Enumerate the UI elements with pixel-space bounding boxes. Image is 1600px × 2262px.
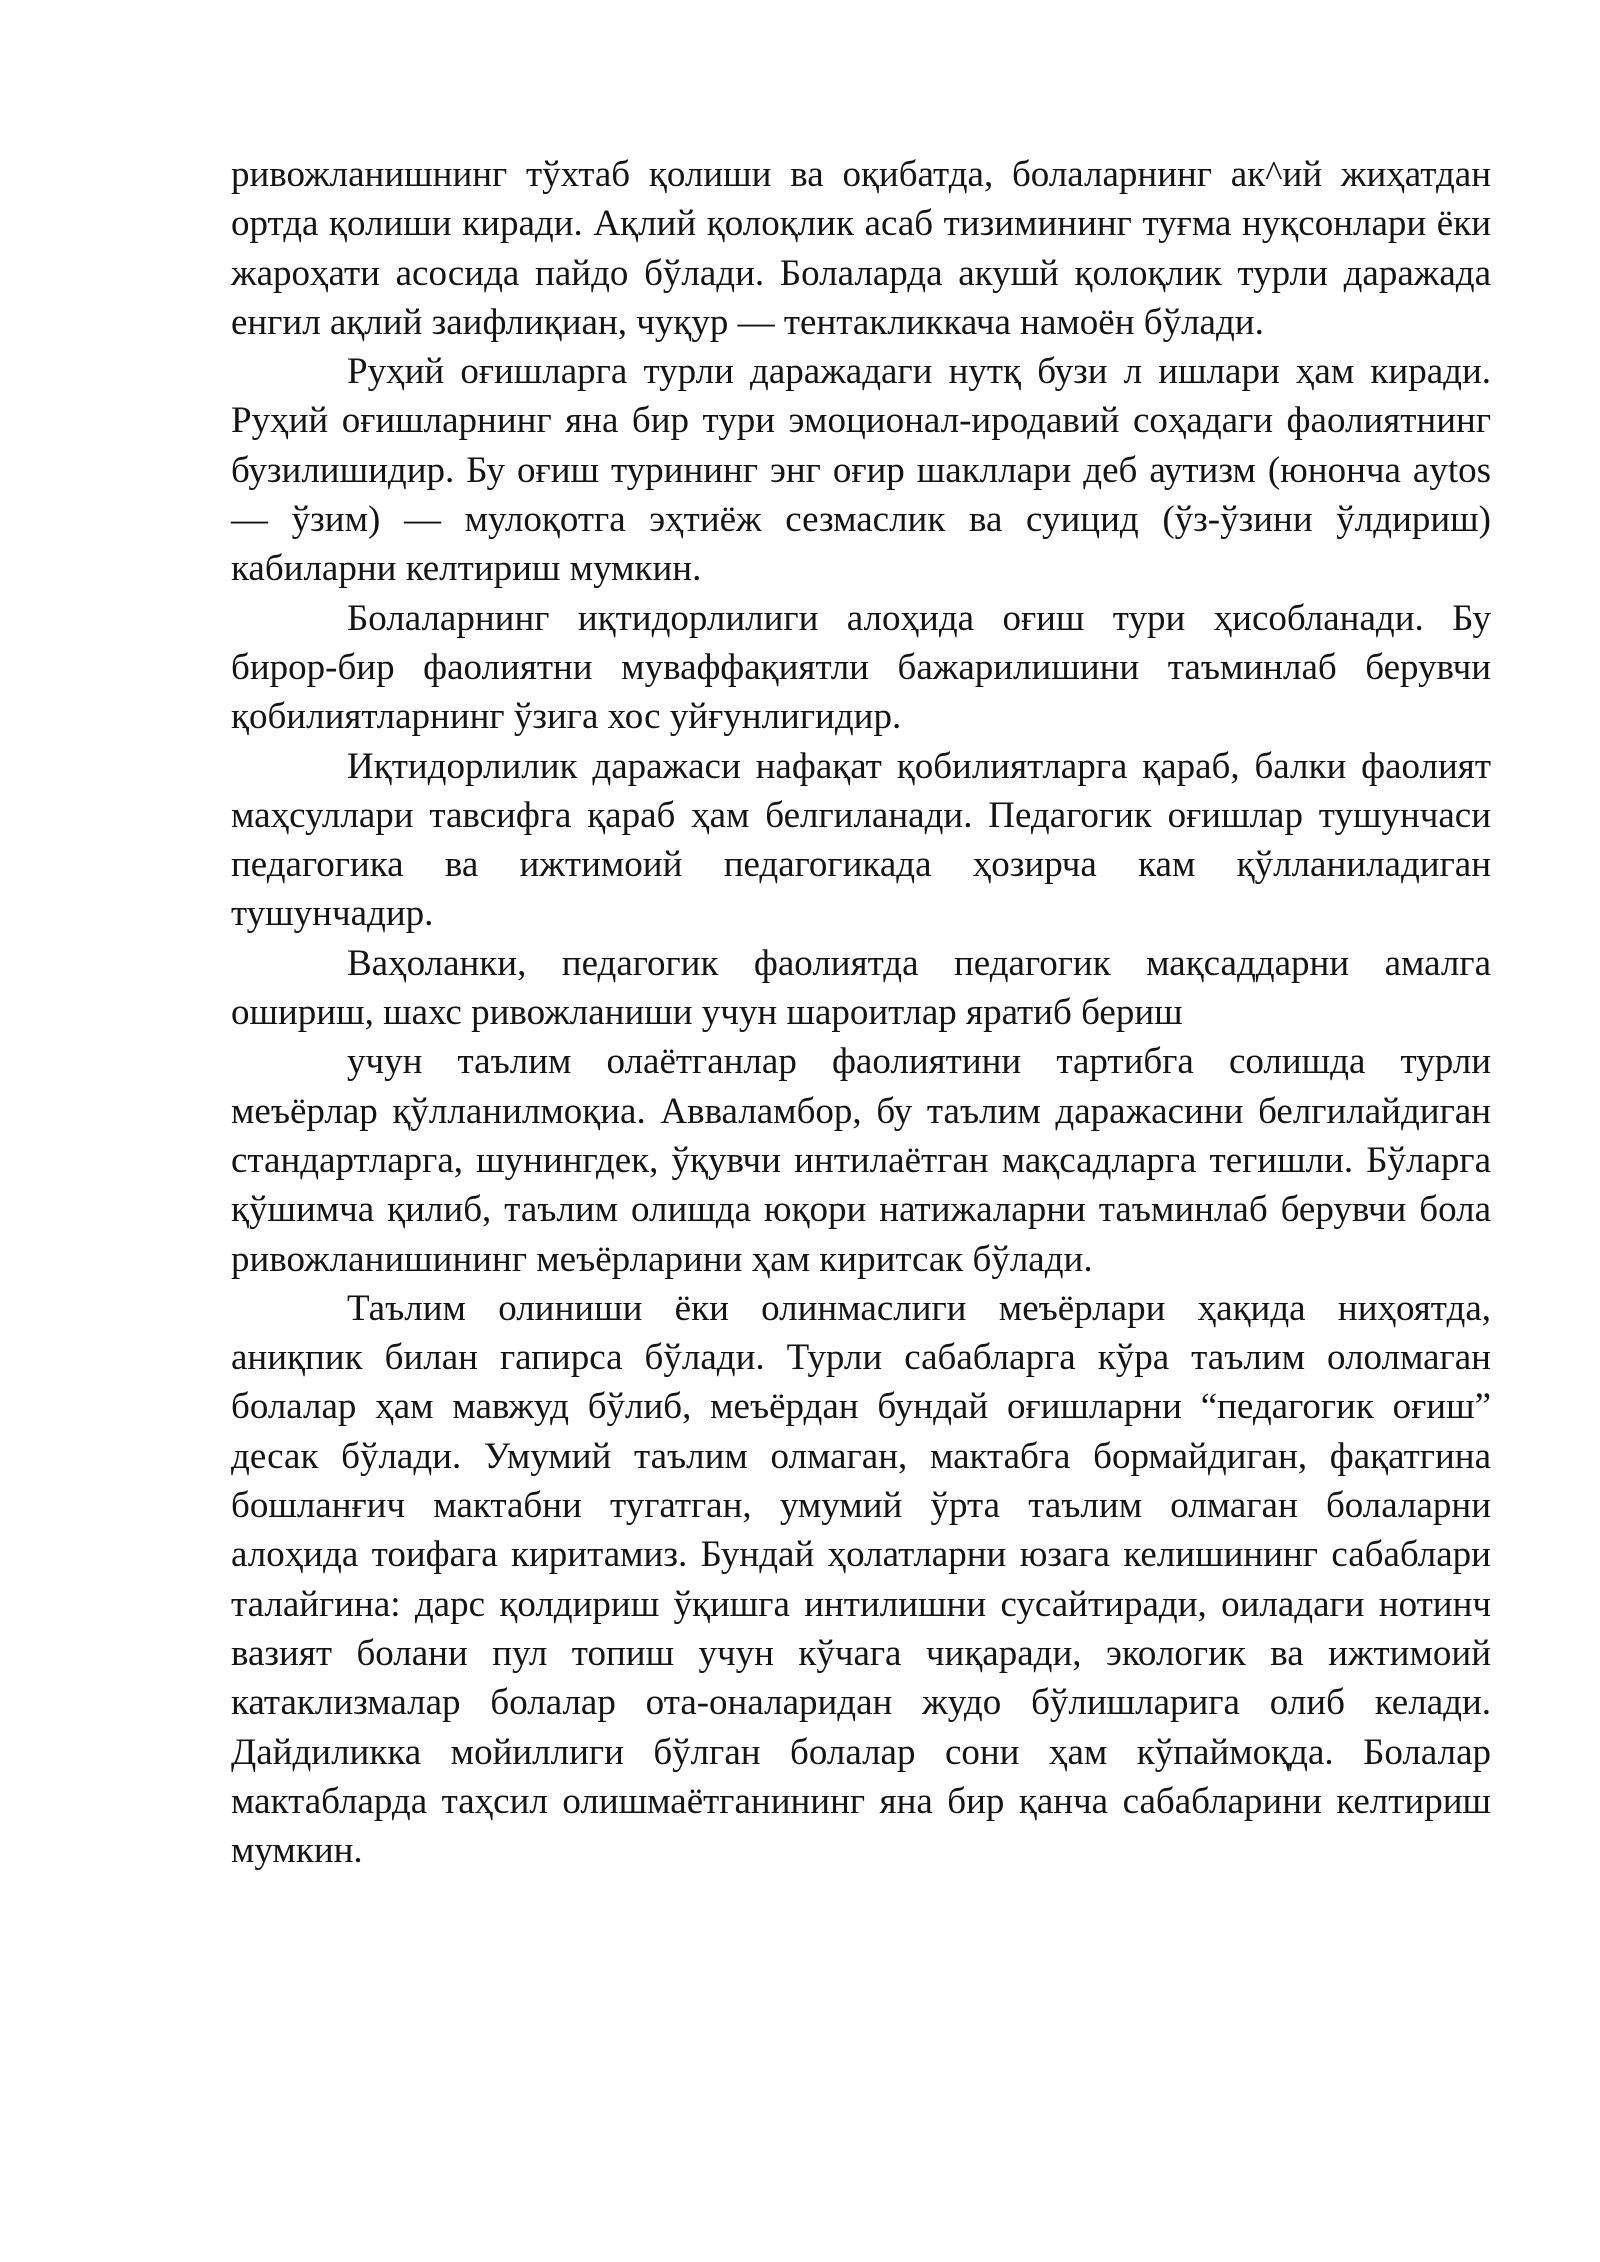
paragraph: Ваҳоланки, педагогик фаолиятда педагогик мақсаддарни амалга ошириш, шахс ривожланиши учун шароитлар яратиб бериш (231, 942, 1491, 1034)
paragraph: Болаларнинг иқтидорлилиги алоҳида оғиш тури ҳисобланади. Бу бирор-бир фаолиятни муваффақиятли бажарилишини таъминлаб берувчи қобилиятларнинг ўзига хос уйғунлигидир. (231, 597, 1491, 738)
paragraph: учун таълим олаётганлар фаолиятини тартибга солишда турли меъёрлар қўлланилмоқиа. Авваламбор, бу таълим даражасини белгилайдиган стандартларга, шунингдек, ўқувчи интилаётган мақсадларга тегишли. Бўларга қўшимча қилиб, таълим олишда юқори натижаларни таъминлаб берувчи бола ривожланишининг меъёрларини ҳам киритсак бўлади. (231, 1041, 1491, 1280)
paragraph: ривожланишнинг тўхтаб қолиши ва оқибатда, болаларнинг ак^ий жиҳатдан ортда қолиши киради. Ақлий қолоқлик асаб тизимининг туғма нуқсонлари ёки жароҳати асосида пайдо бўлади. Болаларда акушй қолоқлик турли даражада енгил ақлий заифлиқиан, чуқур — тентакликкача намоён бўлади. (231, 154, 1491, 343)
paragraph: Таълим олиниши ёки олинмаслиги меъёрлари ҳақида ниҳоятда, аниқпик билан гапирса бўлади. Турли сабабларга кўра таълим ололмаган болалар ҳам мавжуд бўлиб, меъёрдан бундай оғишларни “педагогик оғиш” десак бўлади. Умумий таълим олмаган, мактабга бормайдиган, фақатгина бошланғич мактабни тугатган, умумий ўрта таълим олмаган болаларни алоҳида тоифага киритамиз. Бундай ҳолатларни юзага келишининг сабаблари талайгина: дарс қолдириш ўқишга интилишни сусайтиради, оиладаги нотинч вазият болани пул топиш учун кўчага чиқаради, экологик ва ижтимоий катаклизмалар болалар ота-оналаридан жудо бўлишларига олиб келади. Дайдиликка мойиллиги бўлган болалар сони ҳам кўпаймоқда. Болалар мактабларда таҳсил олишмаётганининг яна бир қанча сабабларини келтириш мумкин. (231, 1287, 1491, 1872)
document-page (231, 150, 1491, 1875)
paragraph: Иқтидорлилик даражаси нафақат қобилиятларга қараб, балки фаолият маҳсуллари тавсифга қараб ҳам белгиланади. Педагогик оғишлар тушунчаси педагогика ва ижтимоий педагогикада ҳозирча кам қўлланиладиган тушунчадир. (231, 745, 1491, 935)
paragraph: Руҳий оғишларга турли даражадаги нутқ бузи л ишлари ҳам киради. Руҳий оғишларнинг яна бир тури эмоционал-иродавий соҳадаги фаолиятнинг бузилишидир. Бу оғиш турининг энг оғир шакллари деб аутизм (юнонча aytos — ўзим) — мулоқотга эҳтиёж сезмаслик ва суицид (ўз-ўзини ўлдириш) кабиларни келтириш мумкин. (231, 351, 1491, 590)
